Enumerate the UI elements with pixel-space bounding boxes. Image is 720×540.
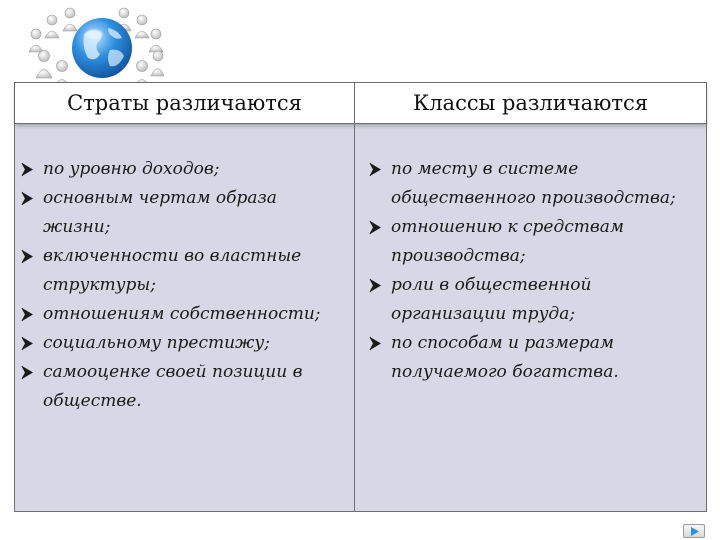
strata-criterion-item	[19, 329, 353, 358]
list-item-text: самооценке своей позиции в обществе.	[43, 362, 303, 411]
arrow-bullet-icon	[369, 278, 382, 293]
comparison-table	[14, 82, 707, 512]
strata-criterion-item	[19, 184, 353, 242]
list-item-text: отношениям собственности;	[43, 304, 321, 324]
class-criterion-item	[367, 213, 703, 271]
list-item-text: социальному престижу;	[43, 333, 270, 353]
strata-criterion-item	[19, 358, 353, 416]
list-item-text: роли в общественной организации труда;	[391, 275, 592, 324]
list-item-text: по месту в системе общественного производства;	[391, 159, 676, 208]
class-criterion-item	[367, 155, 703, 213]
table-header-row	[15, 83, 706, 124]
next-slide-icon	[691, 527, 699, 536]
header-classes: Классы различаются	[412, 91, 649, 115]
arrow-bullet-icon	[21, 162, 34, 177]
arrow-bullet-icon	[21, 249, 34, 264]
classes-criteria-list	[367, 155, 703, 387]
globe-with-people-icon	[14, 4, 164, 90]
header-strata: Страты различаются	[67, 91, 302, 115]
list-item-text: включенности во властные структуры;	[43, 246, 302, 295]
arrow-bullet-icon	[21, 191, 34, 206]
strata-criteria-list	[19, 155, 353, 416]
strata-criterion-item	[19, 242, 353, 300]
list-item-text: по уровню доходов;	[43, 159, 220, 179]
strata-criterion-item	[19, 155, 353, 184]
next-slide-button[interactable]	[683, 524, 705, 538]
list-item-text: основным чертам образа жизни;	[43, 188, 277, 237]
arrow-bullet-icon	[21, 365, 34, 380]
table-body-row	[15, 123, 706, 511]
arrow-bullet-icon	[21, 307, 34, 322]
arrow-bullet-icon	[369, 336, 382, 351]
list-item-text: по способам и размерам получаемого богатства.	[391, 333, 619, 382]
arrow-bullet-icon	[21, 336, 34, 351]
arrow-bullet-icon	[369, 162, 382, 177]
class-criterion-item	[367, 329, 703, 387]
globe-people-logo	[14, 4, 164, 90]
column-divider	[354, 83, 355, 511]
strata-criterion-item	[19, 300, 353, 329]
strata-criteria-cell	[15, 123, 354, 511]
arrow-bullet-icon	[369, 220, 382, 235]
classes-criteria-cell	[355, 123, 706, 511]
list-item-text: отношению к средствам производства;	[391, 217, 625, 266]
class-criterion-item	[367, 271, 703, 329]
